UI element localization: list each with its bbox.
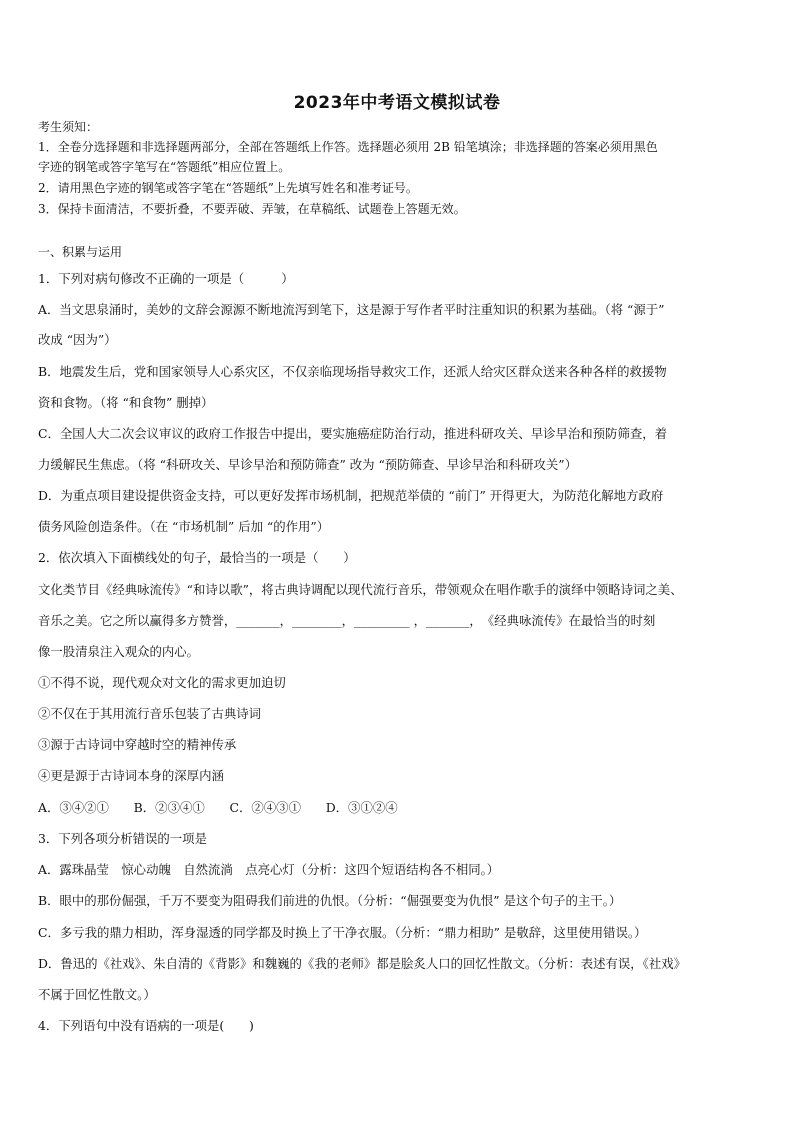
question-4-stem: 4．下列语句中没有语病的一项是( ) [38, 1018, 254, 1033]
page-title: 2023年中考语文模拟试卷 [293, 93, 501, 113]
question-3-stem: 3．下列各项分析错误的一项是 [38, 831, 207, 846]
question-2-passage-line: 文化类节目《经典咏流传》“和诗以歌”，将古典诗调配以现代流行音乐，带领观众在唱作歌手的演绎中领略诗词之美、 [38, 582, 683, 597]
question-2-passage-line: 像一股清泉注入观众的内心。 [38, 644, 200, 659]
question-3-option-line: C．多亏我的鼎力相助，浑身湿透的同学都及时换上了干净衣服。（分析：“鼎力相助” 是敬辞，这里使用错误。） [38, 925, 647, 940]
notice-line: 3．保持卡面清洁，不要折叠，不要弄破、弄皱，在草稿纸、试题卷上答题无效。 [38, 202, 466, 216]
question-2-passage-line: 音乐之美。它之所以赢得多方赞誉，_______，________，_________ ，_______， 《经典咏流传》在最恰当的时刻 [38, 613, 656, 628]
question-3-option-line: 不属于回忆性散文。） [38, 987, 156, 1002]
question-1-option-line: C．全国人大二次会议审议的政府工作报告中提出，要实施癌症防治行动，推进科研攻关、早诊早治和预防筛查，着 [38, 426, 668, 441]
question-1-option-line: B．地震发生后，党和国家领导人心系灾区，不仅亲临现场指导救灾工作，还派人给灾区群众送来各种各样的救援物 [38, 364, 667, 379]
question-1-option-line: 力缓解民生焦虑。（将 “科研攻关、早诊早治和预防筛查” 改为 “预防筛查、早诊早治和科研攻关”） [38, 457, 577, 472]
question-2-sentence: ④更是源于古诗词本身的深厚内涵 [38, 768, 224, 783]
question-2-options: A．③④②① B．②③④① C．②④③① D．③①②④ [38, 800, 398, 815]
question-3-option-line: A．露珠晶莹 惊心动魄 自然流淌 点亮心灯（分析：这四个短语结构各不相同。） [38, 862, 500, 877]
question-2-sentence: ③源于古诗词中穿越时空的精神传承 [38, 737, 237, 752]
question-2-sentence: ②不仅在于其用流行音乐包装了古典诗词 [38, 706, 262, 721]
section-heading: 一、积累与运用 [38, 245, 123, 259]
question-2-sentence: ①不得不说，现代观众对文化的需求更加迫切 [38, 675, 286, 690]
notice-line: 字迹的钢笔或答字笔写在“答题纸”相应位置上。 [38, 160, 291, 174]
question-1-option-line: A．当文思泉涌时，美妙的文辞会源源不断地流泻到笔下，这是源于写作者平时注重知识的积累为基础。（将 “源于” [38, 302, 665, 317]
question-1-option-line: 资和食物。（将 “和食物” 删掉） [38, 395, 214, 410]
question-3-option-line: B．眼中的那份倔强，千万不要变为阻碍我们前进的仇恨。（分析：“倔强要变为仇恨” 是这个句子的主干。） [38, 893, 622, 908]
question-1-stem: 1．下列对病句修改不正确的一项是（ ） [38, 271, 294, 286]
notice-line: 1．全卷分选择题和非选择题两部分，全部在答题纸上作答。选择题必须用 2B 铅笔填涂；非选择题的答案必须用黑色 [38, 140, 658, 154]
question-2-stem: 2．依次填入下面横线处的句子，最恰当的一项是（ ） [38, 550, 356, 565]
question-1-option-line: 改成 “因为”） [38, 332, 117, 347]
question-3-option-line: D．鲁迅的《社戏》、朱自清的《背影》和魏巍的《我的老师》都是脍炙人口的回忆性散文。（分析：表述有误，《社戏》 [38, 956, 687, 971]
notice-heading: 考生须知： [38, 120, 99, 134]
notice-line: 2．请用黑色字迹的钢笔或答字笔在“答题纸”上先填写姓名和准考证号。 [38, 181, 418, 195]
question-1-option-line: 债务风险创造条件。（在 “市场机制” 后加 “的作用”） [38, 519, 330, 534]
question-1-option-line: D．为重点项目建设提供资金支持，可以更好发挥市场机制，把规范举债的 “前门” 开得更大，为防范化解地方政府 [38, 488, 664, 503]
